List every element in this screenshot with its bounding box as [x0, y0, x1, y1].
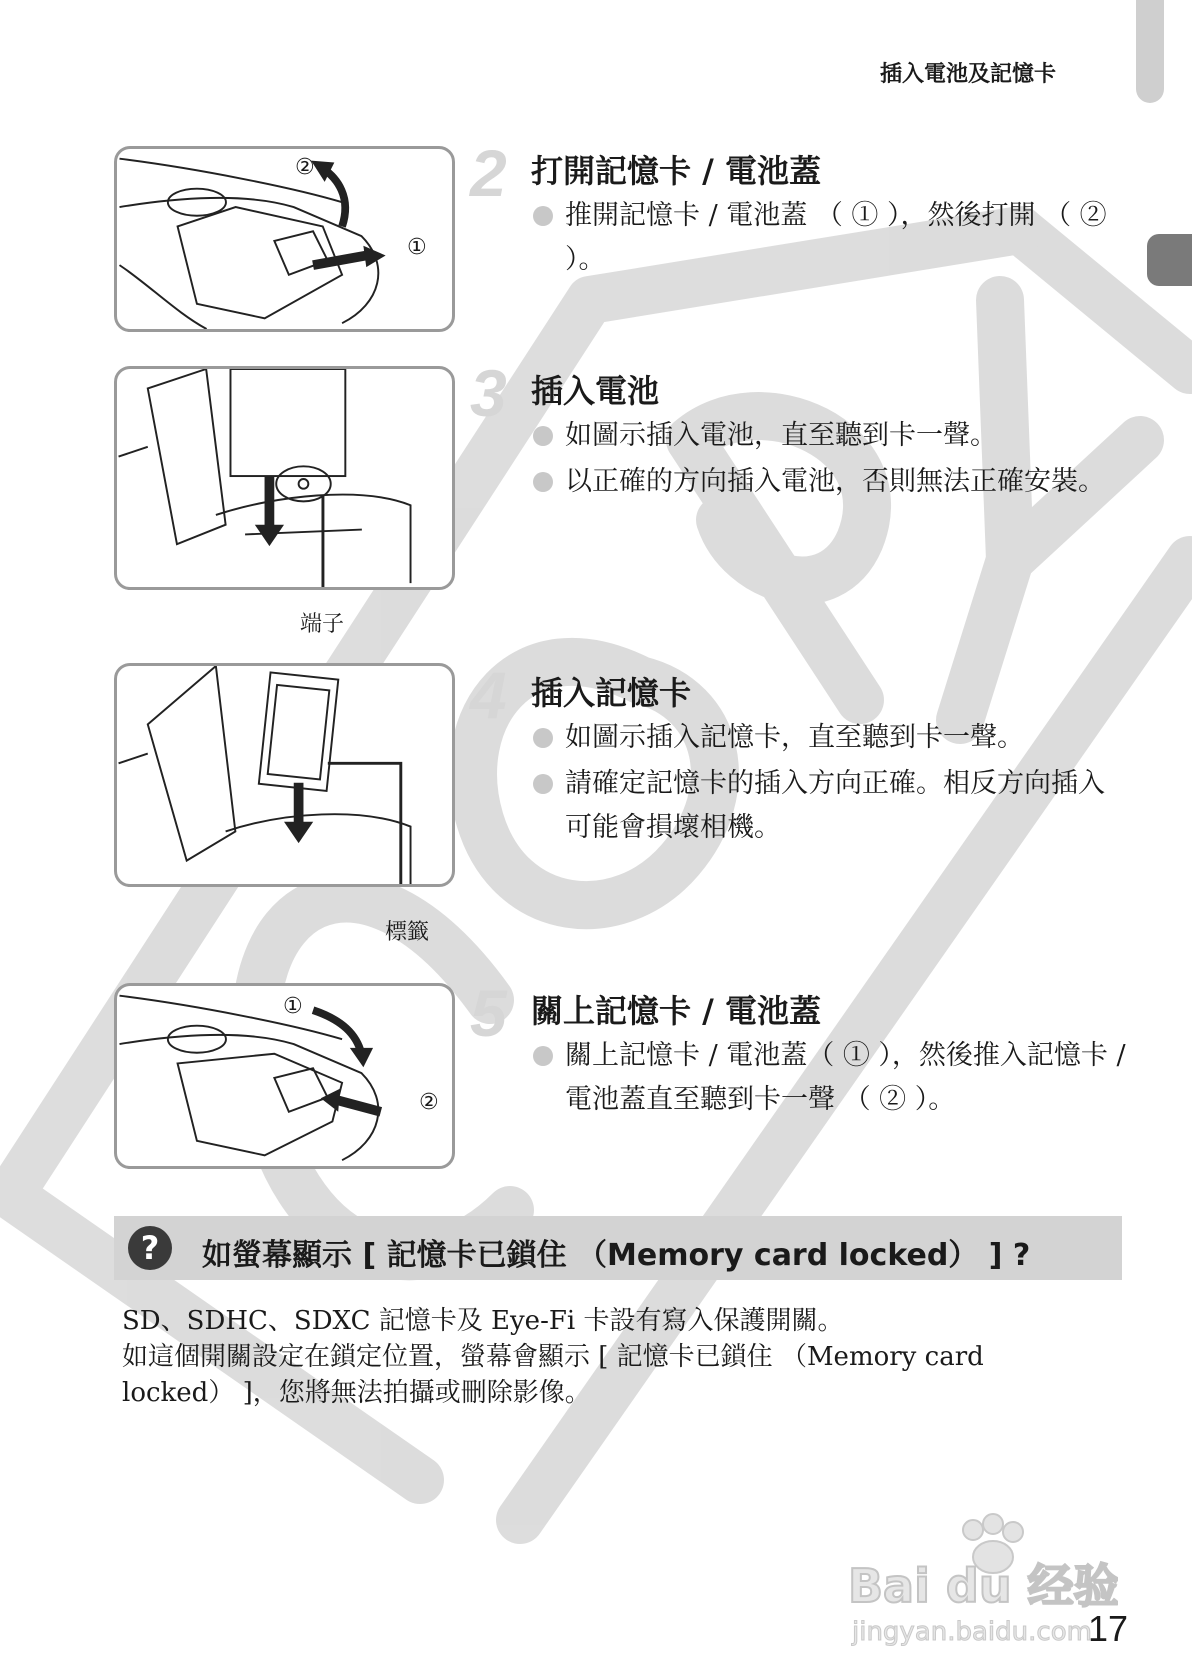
memory-card-illustration — [114, 663, 455, 887]
step-title: 插入記憶卡 — [531, 674, 692, 712]
baidu-wordmark: Bai du 经验 — [848, 1559, 1118, 1613]
callout-1: ① — [407, 235, 427, 260]
card-insert-drawing — [117, 666, 452, 884]
tip-title: 如螢幕顯示 [ 記憶卡已鎖住 （Memory card locked） ] ? — [202, 1238, 1031, 1273]
camera-open-cover-drawing — [117, 149, 452, 329]
paw-icon — [848, 1502, 1118, 1652]
callout-2: ② — [419, 1090, 439, 1115]
step-title: 關上記憶卡 / 電池蓋 — [531, 992, 821, 1030]
bullet-dot — [533, 1046, 553, 1066]
bullet-dot — [533, 426, 553, 446]
tip-header — [114, 1216, 1122, 1280]
label-caption: 標籤 — [385, 920, 430, 945]
battery-insert-drawing — [117, 369, 452, 587]
baidu-url: jingyan.baidu.com — [852, 1617, 1092, 1647]
bullet-dot — [533, 728, 553, 748]
section-title: 插入電池及記憶卡 — [880, 62, 1057, 87]
step-title: 打開記憶卡 / 電池蓋 — [531, 152, 821, 190]
bullet-dot — [533, 472, 553, 492]
step-number: 5 — [470, 976, 507, 1050]
battery-illustration — [114, 366, 455, 590]
step-number: 4 — [470, 658, 507, 732]
tip-line: locked） ]，您將無法拍攝或刪除影像。 — [122, 1378, 591, 1408]
terminal-caption: 端子 — [300, 612, 345, 637]
callout-2: ② — [295, 155, 315, 180]
step-title: 插入電池 — [531, 372, 660, 410]
callout-1: ① — [283, 994, 303, 1019]
step-bullet: 以正確的方向插入電池，否則無法正確安裝。 — [531, 460, 1131, 504]
step-bullet: 請確定記憶卡的插入方向正確。相反方向插入可能會損壞相機。 — [531, 762, 1131, 850]
step-number: 3 — [470, 356, 507, 430]
chapter-tab — [1147, 234, 1192, 286]
bullet-dot — [533, 206, 553, 226]
step-bullet: 關上記憶卡 / 電池蓋（ ① ），然後推入記憶卡 / 電池蓋直至聽到卡一聲 （ ② ）。 — [531, 1034, 1131, 1122]
step-number: 2 — [470, 136, 507, 210]
page-edge-tab — [1136, 0, 1164, 103]
step-bullet: 如圖示插入電池，直至聽到卡一聲。 — [531, 414, 1131, 458]
step-bullet: 推開記憶卡 / 電池蓋 （ ① ），然後打開 （ ② ）。 — [531, 194, 1131, 282]
question-icon: ? — [128, 1226, 172, 1270]
open-cover-illustration — [114, 146, 455, 332]
tip-body — [122, 1303, 1052, 1411]
page-number: 17 — [1088, 1608, 1129, 1649]
close-cover-illustration — [114, 983, 455, 1169]
tip-line: 如這個開關設定在鎖定位置，螢幕會顯示 [ 記憶卡已鎖住 （Memory card — [122, 1342, 984, 1372]
baidu-jingyan-logo — [848, 1502, 1118, 1652]
bullet-dot — [533, 774, 553, 794]
step-bullet: 如圖示插入記憶卡，直至聽到卡一聲。 — [531, 716, 1131, 760]
tip-line: SD、SDHC、SDXC 記憶卡及 Eye-Fi 卡設有寫入保護開關。 — [122, 1306, 844, 1336]
